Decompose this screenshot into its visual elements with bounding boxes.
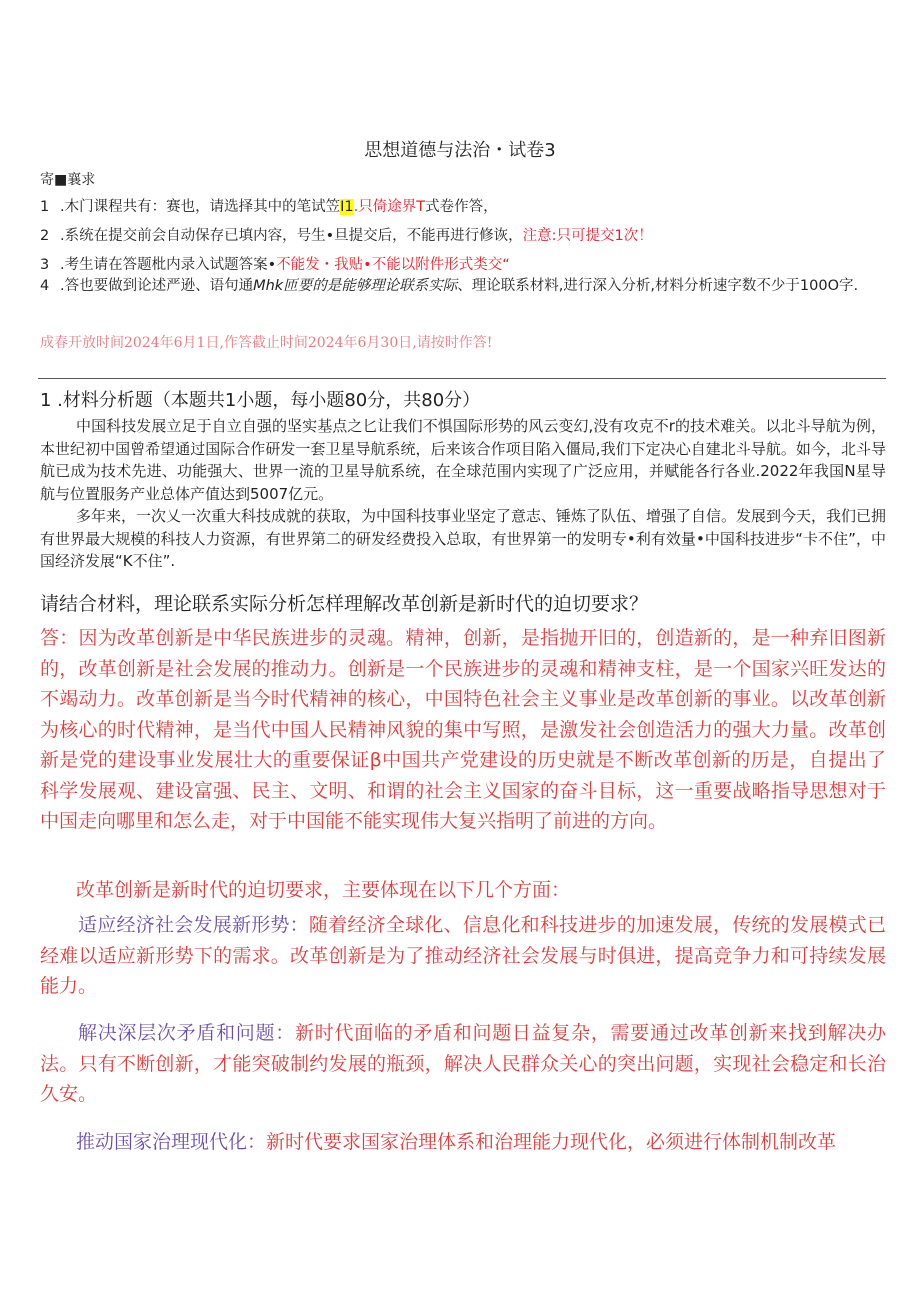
answer-intro: 改革创新是新时代的迫切要求，主要体现在以下几个方面： (76, 879, 571, 901)
requirement-text: .考生请在答题枇内录入试题答案• (60, 257, 277, 273)
requirement-text: .答也要做到论述严逊、语句通 (60, 278, 254, 294)
page-title: 思想道德与法治・试卷3 (364, 140, 556, 161)
answer-point-3 (40, 1127, 886, 1158)
point-title: 适应经济社会发展新形势： (78, 914, 309, 936)
question-text: 请结合材料，理论联系实际分析怎样理解改革创新是新时代的迫切要求？ (40, 593, 649, 615)
requirement-item-3 (40, 256, 885, 274)
requirement-number: 4 (40, 278, 50, 294)
point-text: 随着经济全球化、信息化和科技进步的加速发展，传统的发展模式已经难以适应新形势下的需求。改革创新是为了推动经济社会发展与时俱进，提高竞争力和可持续发展能力。 (40, 914, 886, 997)
material-paragraph-1: 中国科技发展立足于自立自强的坚实基点之匕让我们不惧国际形势的风云变幻,没有攻克不r的技术难关。以北斗导航为例，本世纪初中国曾希望通过国际合作研发一套卫星导航系统，后来该合作项目陷入僵局,我们下定决心自建北斗导航。如今，北斗导航已成为技术先进、功能强大、世界一流的卫星导航系统，在全球范围内实现了广泛应用，并赋能各行各业.2022年我国N星导航与位置服务产业总体产值达到5007亿元。 (40, 417, 886, 503)
answer-text: 答：因为改革创新是中华民族进步的灵魂。精神，创新，是指抛开旧的，创造新的，是一种弃旧图新的，改革创新是社会发展的推动力。创新是一个民族进步的灵魂和精神支柱，是一个国家兴旺发达的不竭动力。改革创新是当今时代精神的核心，中国特色社会主义事业是改革创新的事业。以改革创新为核心的时代精神，是当代中国人民精神风貌的集中写照，是激发社会创造活力的强大力量。改革创新是党的建设事业发展壮大的重要保证β中国共产党建设的历史就是不断改革创新的历是，自提出了科学发展观、建设富强、民主、文明、和谓的社会主义国家的奋斗目标，这一重要战略指导思想对于中国走向哪里和怎么走，对于中国能不能实现伟大复兴指明了前进的方向。 (40, 627, 886, 832)
point-title: 解决深层次矛盾和问题： (78, 1022, 295, 1044)
requirements-heading: 寄■襄求 (40, 172, 96, 188)
answer-point-2 (40, 1018, 886, 1110)
requirement-number: 2 (40, 228, 50, 244)
requirement-tail: 、理论联系材料,进行深入分析,材料分析速字数不少于100O字. (457, 278, 859, 294)
point-title: 推动国家治理现代化： (76, 1131, 267, 1153)
requirement-number: 1 (40, 199, 50, 215)
requirement-item-1 (40, 198, 885, 216)
point-text: 新时代要求国家治理体系和治理能力现代化，必须进行体制机制改革 (266, 1131, 837, 1153)
requirement-warning: 注意:只可提交1次！ (522, 228, 653, 244)
point-text: 新时代面临的矛盾和问题日益复杂，需要通过改革创新来找到解决办法。只有不断创新，才能突破制约发展的瓶颈，解决人民群众关心的突出问题，实现社会稳定和长治久安。 (40, 1022, 886, 1105)
highlight-mark: I1 (340, 199, 354, 215)
requirement-number: 3 (40, 257, 50, 273)
material-paragraph-2: 多年来，一次乂一次重大科技成就的获取，为中国科技事业坚定了意志、锤炼了队伍、增强了自信。发展到今天，我们已拥有世界最大规模的科技人力资源，有世界第二的研发经费投入总取，有世界第一的发明专•利有效量•中国科技进步“卡不住”，中国经济发展“K不住”. (40, 507, 887, 570)
requirement-warning: 不能发・我贴•不能以附件形式类交“ (276, 257, 510, 273)
requirement-warning: .只倚途界T (353, 199, 426, 215)
answer-point-1 (40, 910, 886, 1002)
section-title: 1 .材料分析题（本题共1小题，每小题80分，共80分） (40, 390, 481, 411)
requirement-item-2 (40, 227, 885, 245)
requirement-text: .木门课程共有：赛也，请选择其中的笔试笠 (60, 199, 341, 215)
requirement-item-4 (40, 277, 885, 295)
requirement-emphasis: Mhk匝要的是能够理论联系实际 (253, 278, 458, 294)
section-divider (38, 378, 886, 379)
requirement-tail: 式卷作答， (425, 199, 498, 215)
time-notice: 成春开放时间2024年6月1日,作答截止时间2024年6月30日,请按时作答! (40, 335, 493, 351)
material-text (40, 415, 886, 573)
requirement-text: .系统在提交前会自动保存已填内容，号生•旦提交后，不能再进行修诙， (60, 228, 523, 244)
